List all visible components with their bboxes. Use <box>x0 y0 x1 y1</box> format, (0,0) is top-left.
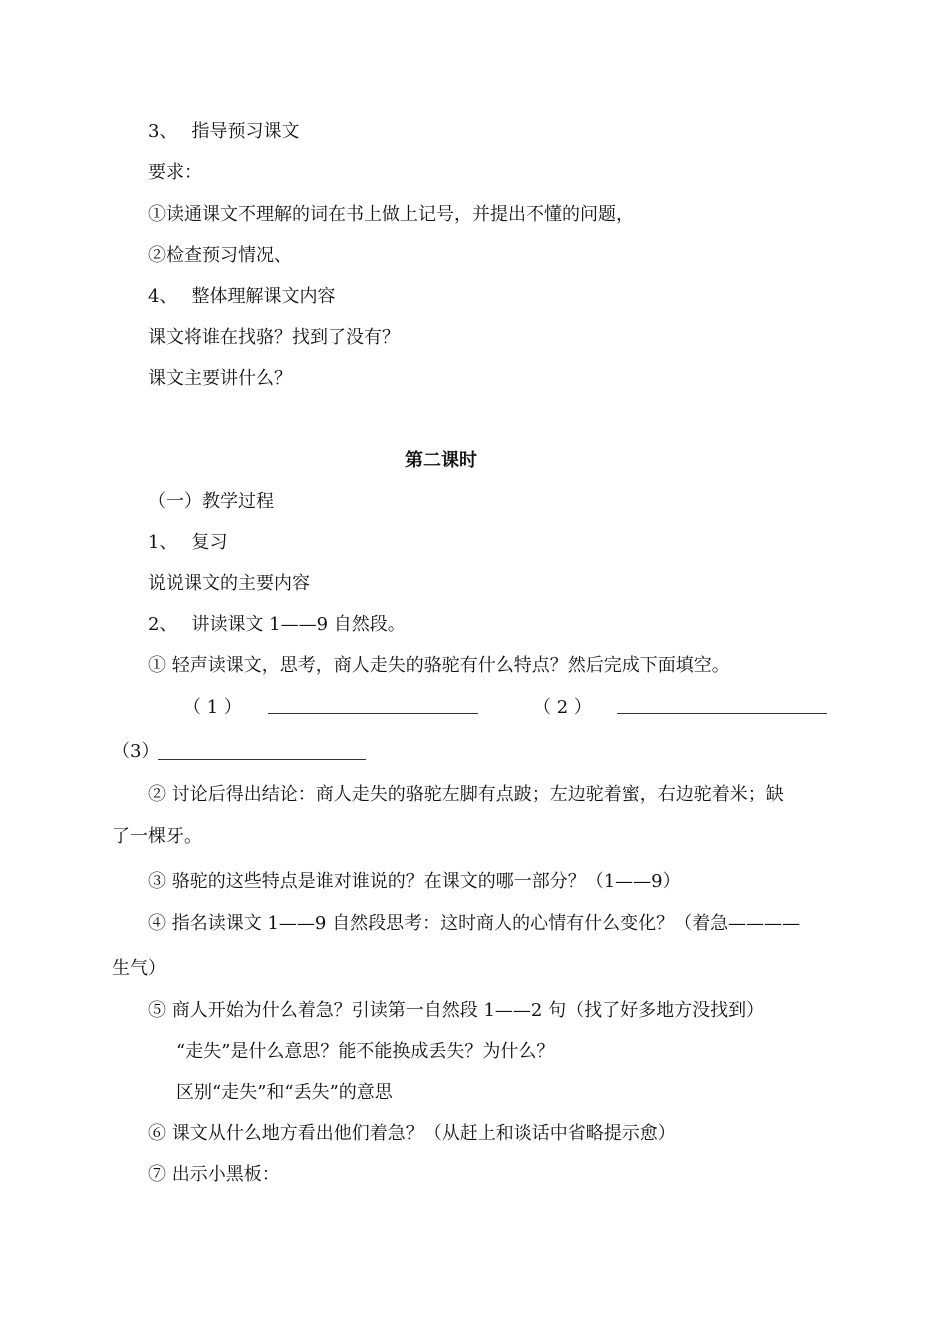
blank-2-label: （ 2 ） <box>533 697 592 718</box>
paragraph-2-line-1: ② 讨论后得出结论：商人走失的骆驼左脚有点跛；左边驼着蜜，右边驼着米；缺 <box>148 784 784 805</box>
item-3-text: 指导预习课文 <box>191 121 300 142</box>
paragraph-1: ① 轻声读课文，思考，商人走失的骆驼有什么特点？然后完成下面填空。 <box>148 655 730 676</box>
step-2 <box>148 614 406 636</box>
step-1-text: 复习 <box>191 532 228 553</box>
step-2-number: 2、 <box>148 614 178 635</box>
lesson-title: 第二课时 <box>405 450 477 471</box>
step-1 <box>148 532 227 554</box>
blank-3-line[interactable] <box>158 759 366 760</box>
item-4-number: 4、 <box>148 286 178 307</box>
requirement-1: ①读通课文不理解的词在书上做上记号，并提出不懂的问题， <box>148 204 634 225</box>
paragraph-3: ③ 骆驼的这些特点是谁对谁说的？在课文的哪一部分？（1——9） <box>148 871 681 892</box>
paragraph-4-line-2: 生气） <box>112 958 166 979</box>
item-4 <box>148 286 335 308</box>
step-1-number: 1、 <box>148 532 178 553</box>
blank-3-label: （3） <box>112 741 160 762</box>
question-1: 课文将谁在找骆？找到了没有？ <box>148 327 400 348</box>
paragraph-6: ⑥ 课文从什么地方看出他们着急？（从赶上和谈话中省略提示愈） <box>148 1123 676 1144</box>
blank-2-line[interactable] <box>617 713 827 714</box>
paragraph-5: ⑤ 商人开始为什么着急？引读第一自然段 1——2 句（找了好多地方没找到） <box>148 1000 765 1021</box>
question-2: 课文主要讲什么？ <box>148 368 292 389</box>
paragraph-2-line-2: 了一棵牙。 <box>112 826 202 847</box>
requirements-label: 要求： <box>148 162 202 183</box>
item-3-number: 3、 <box>148 121 178 142</box>
blank-1-label: （ 1 ） <box>183 697 242 718</box>
step-2-text: 讲读课文 1——9 自然段。 <box>191 614 406 635</box>
blank-1-line[interactable] <box>268 713 478 714</box>
item-4-text: 整体理解课文内容 <box>191 286 336 307</box>
paragraph-4-line-1: ④ 指名读课文 1——9 自然段思考：这时商人的心情有什么变化？（着急———— <box>148 913 801 934</box>
requirement-2: ②检查预习情况、 <box>148 245 292 266</box>
process-heading: （一）教学过程 <box>148 491 274 512</box>
paragraph-7: ⑦ 出示小黑板： <box>148 1164 280 1185</box>
item-3 <box>148 121 299 143</box>
paragraph-5-sub-1: “走失”是什么意思？能不能换成丢失？为什么？ <box>176 1041 555 1062</box>
step-1-detail: 说说课文的主要内容 <box>148 573 310 594</box>
paragraph-5-sub-2: 区别“走失”和“丢失”的意思 <box>176 1082 393 1103</box>
